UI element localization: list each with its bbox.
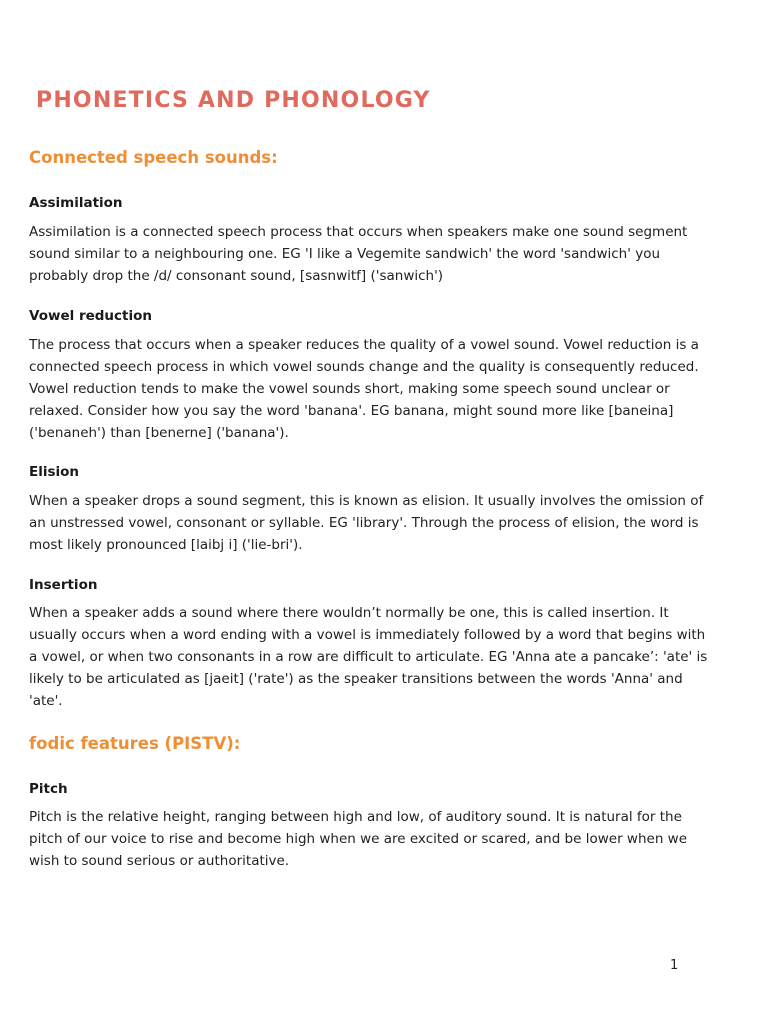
paragraph-assimilation	[29, 221, 729, 287]
subheading-elision: Elision	[29, 464, 80, 480]
paragraph-vowel-reduction	[29, 334, 729, 444]
subheading-vowel-reduction: Vowel reduction	[29, 308, 152, 324]
paragraph-pitch	[29, 806, 729, 872]
text-line: pitch of our voice to rise and become high when we are excited or scared, and be lower when we	[29, 831, 688, 847]
subheading-assimilation: Assimilation	[29, 195, 123, 211]
subheading-insertion: Insertion	[29, 577, 98, 593]
text-line: relaxed. Consider how you say the word 'banana'. EG banana, might sound more like [baneina]	[29, 403, 674, 419]
text-line: probably drop the /d/ consonant sound, [sasnwitf] ('sanwich')	[29, 268, 444, 284]
section-heading-prosodic-features: fodic features (PISTV):	[29, 734, 241, 753]
text-line: connected speech process in which vowel sounds change and the quality is consequently reduced.	[29, 359, 699, 375]
text-line: The process that occurs when a speaker reduces the quality of a vowel sound. Vowel reduction is a	[29, 337, 699, 353]
text-line: ('benaneh') than [benerne] ('banana').	[29, 425, 289, 441]
text-line: usually occurs when a word ending with a vowel is immediately followed by a word that begins with	[29, 627, 706, 643]
text-line: When a speaker adds a sound where there wouldn’t normally be one, this is called insertion. It	[29, 605, 669, 621]
text-line: Assimilation is a connected speech process that occurs when speakers make one sound segment	[29, 224, 688, 240]
text-line: likely to be articulated as [jaeit] ('rate') as the speaker transitions between the words 'Anna' and	[29, 671, 683, 687]
text-line: When a speaker drops a sound segment, this is known as elision. It usually involves the omission of	[29, 493, 704, 509]
section-heading-connected-speech: Connected speech sounds:	[29, 148, 278, 167]
text-line: Pitch is the relative height, ranging between high and low, of auditory sound. It is natural for the	[29, 809, 682, 825]
text-line: wish to sound serious or authoritative.	[29, 853, 290, 869]
document-title: PHONETICS AND PHONOLOGY	[36, 88, 431, 113]
text-line: Vowel reduction tends to make the vowel sounds short, making some speech sound unclear or	[29, 381, 670, 397]
paragraph-elision	[29, 490, 729, 556]
subheading-pitch: Pitch	[29, 781, 68, 797]
text-line: 'ate'.	[29, 693, 63, 709]
text-line: an unstressed vowel, consonant or syllable. EG 'library'. Through the process of elision, the word is	[29, 515, 699, 531]
text-line: sound similar to a neighbouring one. EG 'I like a Vegemite sandwich' the word 'sandwich' you	[29, 246, 661, 262]
text-line: most likely pronounced [laibj i] ('lie-bri').	[29, 537, 303, 553]
paragraph-insertion	[29, 602, 729, 712]
page-number: 1	[670, 958, 679, 973]
text-line: a vowel, or when two consonants in a row are difficult to articulate. EG 'Anna ate a pancake’: 'ate' is	[29, 649, 708, 665]
